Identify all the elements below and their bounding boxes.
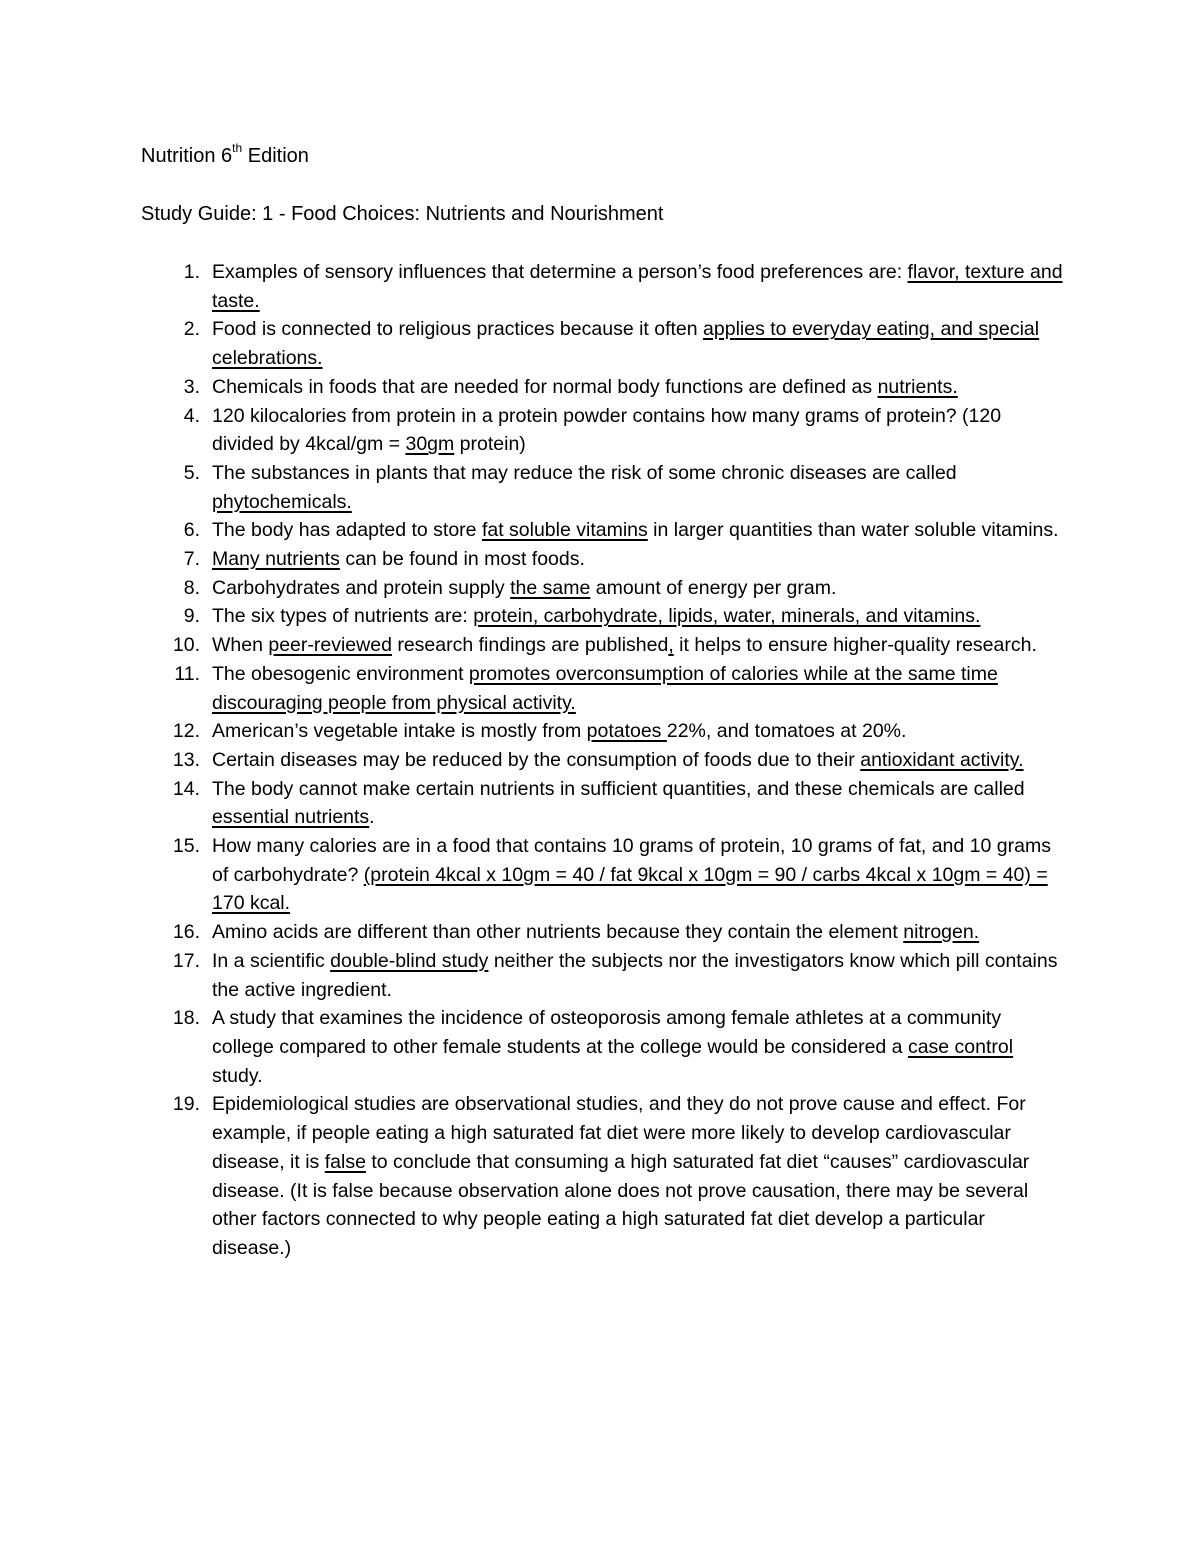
- question-number: 12.: [172, 720, 200, 743]
- question-number: 2.: [183, 318, 200, 341]
- question-text: In a scientific: [212, 949, 331, 972]
- title-suffix: Edition: [242, 145, 309, 167]
- question-item: [141, 258, 1066, 315]
- document-title: [141, 142, 309, 170]
- answer-text: double-blind study: [330, 949, 489, 972]
- question-number: 13.: [172, 748, 200, 771]
- question-item: [141, 602, 1066, 631]
- answer-text: flavor, texture and taste.: [212, 261, 1063, 312]
- question-text: Examples of sensory influences that determine a person’s food preferences are:: [212, 261, 908, 283]
- question-text: The substances in plants that may reduce the risk of some chronic diseases are called: [212, 461, 957, 484]
- question-text: Chemicals in foods that are needed for normal body functions are defined as: [212, 375, 878, 398]
- question-text: Food is connected to religious practices because it often: [212, 318, 704, 341]
- answer-text: the same: [510, 576, 591, 599]
- question-item: [141, 746, 1066, 775]
- question-item: [141, 516, 1066, 545]
- answer-text: protein, carbohydrate, lipids, water, minerals, and vitamins.: [473, 605, 981, 628]
- question-item: [141, 402, 1066, 459]
- question-text: A study that examines the incidence of osteoporosis among female athletes at a community college compared to other female students at the college would be considered a: [212, 1007, 1002, 1058]
- question-number: 11.: [174, 662, 200, 685]
- question-item: [141, 459, 1066, 516]
- answer-text: 30gm: [405, 433, 455, 456]
- answer-text: potatoes: [586, 720, 667, 743]
- question-item: [141, 545, 1066, 574]
- question-text-after: 22%, and tomatoes at 20%.: [666, 720, 907, 743]
- question-text-after: neither the subjects nor the investigators know which pill contains the active ingredient.: [212, 949, 1058, 1001]
- question-text: The six types of nutrients are:: [212, 605, 474, 628]
- question-text: The obesogenic environment: [212, 662, 469, 685]
- question-text-after: .: [369, 806, 375, 829]
- question-item: [141, 947, 1066, 1004]
- question-number: 4.: [183, 404, 200, 427]
- question-text: 120 kilocalories from protein in a protein powder contains how many grams of protein? (120 divided by 4kcal/gm =: [212, 404, 1002, 456]
- question-text-after: can be found in most foods.: [339, 548, 585, 571]
- question-text-end: it helps to ensure higher-quality research.: [673, 634, 1037, 657]
- question-text-after: amount of energy per gram.: [590, 576, 837, 599]
- question-number: 14.: [172, 777, 200, 800]
- question-item: [141, 775, 1066, 832]
- question-item: [141, 631, 1066, 660]
- question-text: How many calories are in a food that contains 10 grams of protein, 10 grams of fat, and 10 grams of carbohydrate?: [212, 835, 1051, 886]
- question-item: [141, 1090, 1066, 1262]
- question-number: 15.: [172, 835, 200, 858]
- question-item: [141, 315, 1066, 372]
- question-number: 16.: [172, 921, 200, 944]
- answer-text: (protein 4kcal x 10gm = 40 / fat 9kcal x 10gm = 90 / carbs 4kcal x 10gm = 40) = 170 kcal.: [212, 863, 1048, 915]
- question-item: [141, 373, 1066, 402]
- question-text-after: research findings are published: [391, 634, 669, 657]
- question-number: 19.: [172, 1093, 200, 1116]
- question-text: American’s vegetable intake is mostly from: [212, 720, 587, 743]
- question-number: 18.: [172, 1007, 200, 1030]
- question-number: 5.: [183, 461, 200, 484]
- question-item: [141, 717, 1066, 746]
- title-text: Nutrition 6: [141, 145, 233, 167]
- answer-text: applies to everyday eating, and special celebrations.: [212, 318, 1040, 370]
- question-item: [141, 660, 1066, 717]
- answer-text: Many nutrients: [212, 548, 340, 571]
- question-number: 7.: [183, 548, 200, 571]
- question-number: 8.: [183, 576, 200, 599]
- answer-text: false: [324, 1150, 366, 1173]
- question-text-after: to conclude that consuming a high saturated fat diet “causes” cardiovascular disease. (It is false because observation alone does not prove causation, there may be several other factors connected to why people eating a high saturated fat diet develop a particular disease.): [212, 1150, 1030, 1259]
- question-text: Amino acids are different than other nutrients because they contain the element: [212, 921, 904, 944]
- question-number: 3.: [183, 375, 200, 398]
- study-guide-heading: Study Guide: 1 - Food Choices: Nutrients and Nourishment: [141, 203, 664, 225]
- answer-text: essential nutrients: [212, 806, 370, 829]
- question-item: [141, 574, 1066, 603]
- question-item: [141, 918, 1066, 947]
- answer-text: case control: [907, 1035, 1014, 1058]
- answer-text: antioxidant activity.: [860, 748, 1024, 771]
- question-number: 6.: [183, 519, 200, 542]
- question-number: 9.: [183, 605, 200, 628]
- question-item: [141, 832, 1066, 918]
- answer-text: peer-reviewed: [268, 634, 392, 657]
- question-list: [141, 258, 1066, 1263]
- question-number: 10.: [172, 634, 200, 657]
- answer-text: promotes overconsumption of calories while at the same time discouraging people from physical activity.: [212, 662, 998, 714]
- question-number: 1.: [183, 261, 200, 283]
- answer-text: nutrients.: [877, 375, 958, 398]
- question-text: Certain diseases may be reduced by the consumption of foods due to their: [212, 748, 861, 771]
- question-text-after: in larger quantities than water soluble vitamins.: [647, 519, 1059, 542]
- answer-text: nitrogen.: [903, 921, 980, 944]
- question-item: [141, 1004, 1066, 1090]
- question-text-after: study.: [212, 1064, 263, 1087]
- answer-text: phytochemicals.: [212, 490, 352, 513]
- question-number: 17.: [172, 949, 200, 972]
- question-text: The body has adapted to store: [212, 519, 482, 542]
- question-text: Epidemiological studies are observational studies, and they do not prove cause and effect. For example, if people eating a high saturated fat diet were more likely to develop cardiovascular disease, it is: [212, 1093, 1026, 1173]
- answer-comma: ,: [668, 634, 674, 657]
- question-text-after: protein): [454, 433, 526, 456]
- answer-text: fat soluble vitamins: [481, 519, 648, 542]
- title-superscript: th: [232, 141, 243, 156]
- question-text: Carbohydrates and protein supply: [212, 576, 511, 599]
- question-text: When: [212, 634, 269, 657]
- question-text: The body cannot make certain nutrients in sufficient quantities, and these chemicals are called: [212, 777, 1025, 800]
